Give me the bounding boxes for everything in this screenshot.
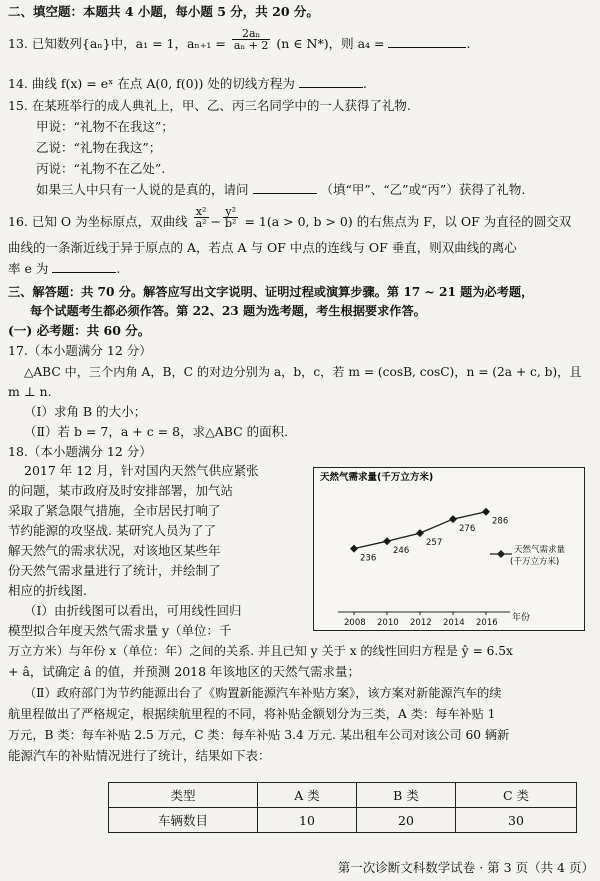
q17-part1: （Ⅰ）求角 B 的大小； xyxy=(24,404,147,419)
data-label: 257 xyxy=(426,538,443,549)
question-18: 18.（本小题满分 12 分） xyxy=(8,444,152,459)
table-header-row xyxy=(109,783,577,808)
x-tick-label: 2016 xyxy=(476,618,498,628)
chart-svg xyxy=(314,468,584,630)
q18-left-line: 的问题，某市政府及时安排部署，加气站 xyxy=(8,483,234,498)
q18-line: 万元，B 类：每车补贴 2.5 万元，C 类：每车补贴 3.4 万元. 某出租车公司对该公司 60 辆新 xyxy=(8,728,510,742)
q15-number: 15. xyxy=(8,98,28,113)
q18-left-line: 相应的折线图. xyxy=(8,583,87,598)
q18-line: 能源汽车的补贴情况进行了统计，结果如下表： xyxy=(8,748,271,763)
answer-blank[interactable] xyxy=(253,182,317,194)
data-label: 286 xyxy=(492,516,509,527)
table-cell: 10 xyxy=(258,808,357,833)
q18-line: 万立方米）与年份 x（单位：年）之间的关系. 并且已知 y 关于 x 的线性回归方程是 ŷ = 6.5x xyxy=(8,644,513,658)
x-tick-label: 2008 xyxy=(344,618,366,628)
subsidy-table xyxy=(108,782,577,833)
section-3-heading: 三、解答题：共 70 分。解答应写出文字说明、证明过程或演算步骤。第 17 ~ 21 题为必考题， xyxy=(8,285,534,299)
footer-text: 第一次诊断文科数学试卷 · 第 3 页（共 4 页） xyxy=(337,860,594,875)
table-header-cell: B 类 xyxy=(357,783,456,808)
data-label: 246 xyxy=(393,546,410,557)
table-cell: 车辆数目 xyxy=(109,808,258,833)
answer-blank[interactable] xyxy=(52,261,116,273)
data-label: 276 xyxy=(459,524,476,535)
q13-frac-denominator: aₙ + 2 xyxy=(233,39,269,52)
q13-fraction xyxy=(232,28,271,51)
question-14: 14. 曲线 f(x) = eˣ 在点 A(0, f(0)) 处的切线方程为 . xyxy=(8,76,367,91)
q18-line: 航里程做出了严格规定，根据续航里程的不同，将补贴金额划分为三类，A 类：每车补贴 1 xyxy=(8,707,496,721)
q15-question: 如果三人中只有一人说的是真的，请问 （填“甲”、“乙”或“丙”）获得了礼物. xyxy=(36,182,526,197)
data-point xyxy=(449,515,457,523)
q18-left-line: 节约能源的攻坚战. 某研究人员为了了 xyxy=(8,523,216,538)
q14-text: 曲线 f(x) = eˣ 在点 A(0, f(0)) 处的切线方程为 xyxy=(31,76,295,91)
data-point xyxy=(383,537,391,545)
q18-left-line: （Ⅰ）由折线图可以看出，可用线性回归 xyxy=(24,603,242,618)
q18-left-line: 份天然气需求量进行了统计，并绘制了 xyxy=(8,563,221,578)
question-15 xyxy=(8,98,411,114)
section-3-heading-line2: 每个试题考生都必须作答。第 22、23 题为选考题，考生根据要求作答。 xyxy=(30,304,426,318)
q18-left-line: 2017 年 12 月，针对国内天然气供应紧张 xyxy=(24,463,259,478)
q18-left-line: 模型拟合年度天然气需求量 y（单位：千 xyxy=(8,623,232,638)
q15-intro: 在某班举行的成人典礼上，甲、乙、丙三名同学中的一人获得了礼物. xyxy=(31,98,411,113)
data-point xyxy=(350,545,358,553)
q18-left-line: 采取了紧急限气措施，全市居民打响了 xyxy=(8,503,221,518)
q16-line2: 曲线的一条渐近线于异于原点的 A，若点 A 与 OF 中点的连线与 OF 垂直，则双曲线的离心 xyxy=(8,240,517,255)
q15-statement-bing: 丙说：“礼物不在乙处”. xyxy=(36,161,166,176)
q13-text-post: (n ∈ N*)，则 a₄ = xyxy=(276,36,385,51)
q18-line: + â，试确定 â 的值，并预测 2018 年该地区的天然气需求量； xyxy=(8,664,361,679)
q17-line1: △ABC 中，三个内角 A，B，C 的对边分别为 a，b，c，若 m = (cosB, cosC)，n = (2a + c, b)，且 xyxy=(24,365,582,379)
q18-left-line: 解天然气的需求状况，对该地区某些年 xyxy=(8,543,221,558)
q17-line2: m ⊥ n. xyxy=(8,384,52,399)
x-tick-label: 2012 xyxy=(410,618,432,628)
x-axis-label: 年份 xyxy=(512,613,531,623)
chart-title: 天然气需求量(千万立方米) xyxy=(320,472,434,483)
q14-number: 14. xyxy=(8,76,28,91)
q17-part2: （Ⅱ）若 b = 7，a + c = 8，求△ABC 的面积. xyxy=(24,424,289,439)
question-13: 13. 已知数列{aₙ}中，a₁ = 1，aₙ₊₁ = $\frac{\text{2aₙ}}{\text{aₙ + 2}}$ (n ∈ N*)，则 a₄ = . xyxy=(8,27,471,52)
q16-fraction-y: $\frac{\text{y²}}{\text{b²}}$ xyxy=(225,205,237,230)
answer-blank[interactable] xyxy=(299,76,363,88)
q15-statement-yi: 乙说：“礼物在我这”； xyxy=(36,140,162,155)
question-16: 16. 已知 O 为坐标原点，双曲线 $\frac{\text{x²}}{\text{a²}}$ − $\frac{\text{y²}}{\text{b²}}$ = 1(a > 0, b > 0) 的右焦点为 F，以 OF 为直径的圆交双 xyxy=(8,205,572,230)
table-header-cell: C 类 xyxy=(456,783,577,808)
question-17: 17.（本小题满分 12 分） xyxy=(8,343,152,358)
q16-line3: 率 e 为 . xyxy=(8,261,121,276)
q15-statement-jia: 甲说：“礼物不在我这”； xyxy=(36,119,174,134)
line-chart xyxy=(313,467,585,631)
data-point xyxy=(482,508,490,516)
q16-fraction-x: $\frac{\text{x²}}{\text{a²}}$ xyxy=(195,205,207,230)
table-cell: 30 xyxy=(456,808,577,833)
q13-frac-numerator: 2aₙ xyxy=(232,28,271,40)
q18-line: （Ⅱ）政府部门为节约能源出台了《购置新能源汽车补贴方案》，该方案对新能源汽车的续 xyxy=(24,686,502,700)
table-header-cell: A 类 xyxy=(258,783,357,808)
x-tick-label: 2014 xyxy=(443,618,465,628)
legend-unit: (千万立方米) xyxy=(510,557,560,567)
q16-number: 16. xyxy=(8,214,28,229)
table-row xyxy=(109,808,577,833)
x-tick-label: 2010 xyxy=(377,618,399,628)
data-point xyxy=(416,529,424,537)
legend-label: 天然气需求量 xyxy=(514,545,566,555)
data-label: 236 xyxy=(360,553,377,564)
table-header-cell: 类型 xyxy=(109,783,258,808)
legend-marker xyxy=(497,550,505,558)
q13-number: 13. xyxy=(8,36,28,51)
table-cell: 20 xyxy=(357,808,456,833)
section-2-heading: 二、填空题：本题共 4 小题，每小题 5 分，共 20 分。 xyxy=(8,4,319,19)
answer-blank[interactable] xyxy=(388,36,466,48)
section-3-sub: (一) 必考题：共 60 分。 xyxy=(8,323,151,338)
q13-text: 已知数列{aₙ}中，a₁ = 1，aₙ₊₁ = xyxy=(31,36,226,51)
